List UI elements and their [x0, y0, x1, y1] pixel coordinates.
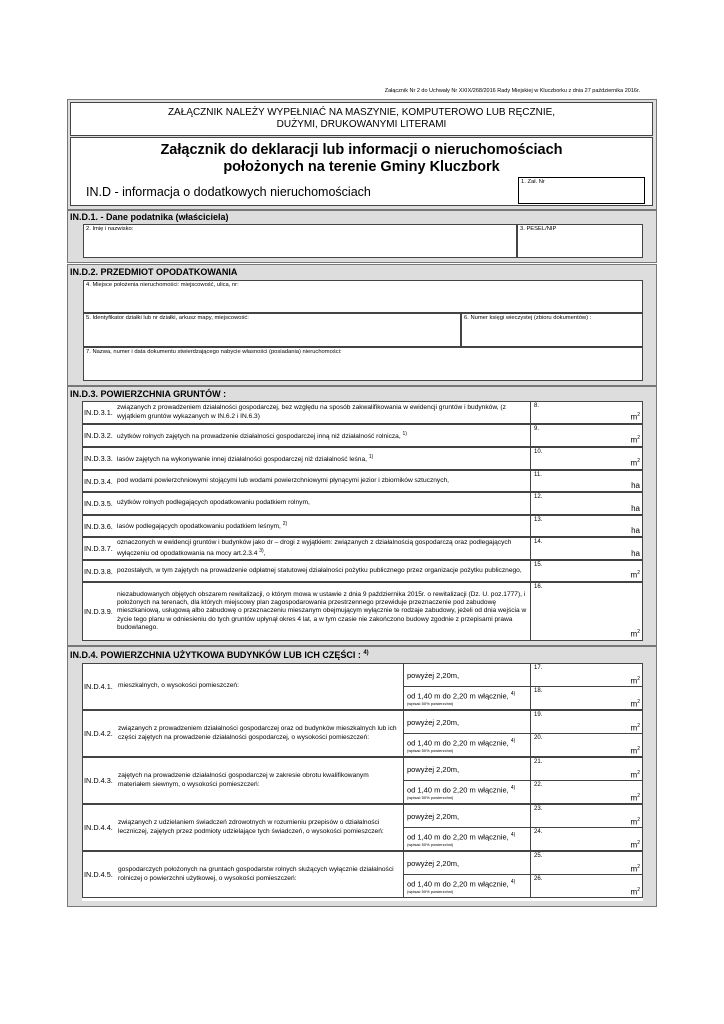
land-row-value-field[interactable] [531, 538, 642, 559]
building-row-code: IN.D.4.2. [84, 729, 113, 738]
form-subtitle: IN.D - informacja o dodatkowych nieruchomościach [86, 185, 371, 199]
building-height-label-cell [404, 687, 531, 709]
land-row [82, 537, 643, 560]
building-area-unit-sup: 2 [637, 793, 640, 800]
land-row-description [117, 402, 529, 423]
land-row-unit [631, 504, 640, 513]
building-height-label-cell [404, 781, 531, 803]
building-row-code: IN.D.4.1. [84, 682, 113, 691]
building-row-description-text: zajętych na prowadzenie działalności gospodarczej w zakresie obrotu kwalifikowanym materiałem siewnym, o wysokości pomieszczeń: [118, 772, 369, 788]
land-row-value-field[interactable] [531, 583, 642, 640]
height-between-note: (wpisać 50% powierzchni) [407, 889, 454, 894]
building-row [82, 804, 643, 851]
land-row-unit [631, 526, 640, 535]
land-row-description-cell [83, 583, 531, 640]
building-row-code: IN.D.4.5. [84, 870, 113, 879]
land-row-description-text: pozostałych, w tym zajętych na prowadzenie odpłatnej statutowej działalności pożytku publicznego przez organizacje pożytku publicznego, [117, 566, 522, 574]
building-row-code: IN.D.4.3. [84, 776, 113, 785]
building-field-number: 19. [534, 712, 543, 718]
land-row-description-cell [83, 471, 531, 491]
plot-label: 5. Identyfikator działki lub nr działki, arkusz mapy, miejscowość: [86, 315, 249, 321]
height-between-footnote: 4) [510, 738, 516, 744]
form-title-line-1: Załącznik do deklaracji lub informacji o nieruchomościach [160, 142, 563, 158]
building-area-field[interactable] [531, 875, 642, 897]
land-row-description-end: , [263, 550, 266, 558]
section-d1-heading: IN.D.1. - Dane podatnika (właściciela) [70, 212, 229, 222]
building-area-unit [631, 746, 640, 756]
building-area-unit-text: m [630, 818, 638, 827]
building-area-field[interactable] [531, 664, 642, 687]
building-area-field[interactable] [531, 758, 642, 781]
building-field-number: 17. [534, 665, 543, 671]
land-row [82, 560, 643, 582]
kw-label: 6. Numer księgi wieczystej (zbioru dokumentów) : [464, 315, 592, 321]
land-row-unit-text: m [630, 630, 638, 639]
land-row-field-number: 15. [534, 562, 543, 568]
land-row-description-cell [83, 516, 531, 536]
building-area-unit-text: m [630, 677, 638, 686]
location-field[interactable] [83, 280, 643, 313]
pesel-label: 3. PESEL/NIP [520, 226, 557, 232]
instruction-line-1: ZAŁĄCZNIK NALEŻY WYPEŁNIAĆ NA MASZYNIE, KOMPUTEROWO LUB RĘCZNIE, [167, 107, 556, 118]
land-row-unit [631, 549, 640, 558]
land-row-code: IN.D.3.7. [84, 544, 113, 553]
building-area-unit-text: m [630, 700, 638, 709]
section-d3-heading: IN.D.3. POWIERZCHNIA GRUNTÓW : [70, 389, 227, 399]
land-row-value-field[interactable] [531, 402, 642, 423]
building-area-unit-sup: 2 [637, 723, 640, 730]
building-area-field[interactable] [531, 687, 642, 709]
land-row-description-text: niezabudowanych objętych obszarem rewitalizacji, o którym mowa w ustawie z dnia 9 października 2015r. o rewitalizacji (Dz. U. poz.1777), i położonych na terenach, dla których miejscowy plan zagospodarowania przestrzennego przewiduje przeznaczenie pod zabudowę mieszkaniową, usługową albo zabudowę o przeznaczeniu mieszanym obejmującym wyłącznie te rodzaje zabudowy, jeżeli od dnia wejścia w życie tego planu w odniesieniu do tych gruntów upłynął okres 4 lat, a w tym czasie nie zakończono budowy zgodnie z przepisami prawa budowlanego. [117, 590, 527, 631]
land-row-unit-sup: 2 [637, 435, 640, 442]
land-row-description-cell [83, 538, 531, 559]
land-row-description-cell [83, 402, 531, 423]
land-row-unit-text: ha [631, 549, 640, 558]
land-row-value-field[interactable] [531, 561, 642, 581]
header-frame [67, 99, 657, 210]
section-d2 [67, 264, 657, 386]
land-row-field-number: 9. [534, 426, 540, 432]
height-between-footnote: 4) [510, 785, 516, 791]
height-between-label [407, 691, 515, 701]
building-height-label-cell [404, 758, 531, 781]
land-row-field-number: 8. [534, 403, 540, 409]
building-row-description [118, 711, 398, 756]
building-field-number: 23. [534, 806, 543, 812]
building-area-unit-text: m [630, 888, 638, 897]
building-area-unit-sup: 2 [637, 746, 640, 753]
building-field-number: 18. [534, 688, 543, 694]
land-row-code: IN.D.3.3. [84, 454, 113, 463]
building-row-description-text: związanych z prowadzeniem działalności gospodarczej oraz od budynków mieszkalnych lub ich części zajętych na prowadzenie działalności gospodarczej, o wysokości pomieszczeń: [118, 725, 397, 741]
section-d4-heading-text: IN.D.4. POWIERZCHNIA UŻYTKOWA BUDYNKÓW LUB ICH CZĘŚCI : [70, 650, 361, 660]
building-height-label-cell [404, 805, 531, 828]
building-row [82, 851, 643, 898]
land-row-description-text: pod wodami powierzchniowymi stojącymi lub wodami powierzchniowymi płynącymi jezior i zbiorników sztucznych, [117, 476, 450, 484]
land-row-unit-sup: 2 [637, 629, 640, 636]
land-row-field-number: 12. [534, 494, 543, 500]
height-between-label [407, 879, 515, 889]
land-row-code: IN.D.3.9. [84, 607, 113, 616]
height-between-footnote: 4) [510, 691, 516, 697]
land-row-description-cell [83, 425, 531, 446]
building-row-description-text: gospodarczych położonych na gruntach gospodarstw rolnych służących wyłącznie działalności rolniczej o powierzchni użytkowej, o wysokości pomieszczeń: [118, 866, 394, 882]
section-d4-footnote: 4) [363, 650, 369, 656]
building-table [82, 663, 643, 901]
section-d2-heading: IN.D.2. PRZEDMIOT OPODATKOWANIA [70, 267, 238, 277]
land-row-footnote: 1) [368, 453, 374, 460]
building-row-description [118, 664, 398, 709]
building-area-unit-sup: 2 [637, 699, 640, 706]
land-row [82, 515, 643, 537]
land-row-field-number: 13. [534, 517, 543, 523]
land-row [82, 424, 643, 447]
land-row-code: IN.D.3.8. [84, 566, 113, 576]
land-row-value-field[interactable] [531, 448, 642, 469]
land-row-unit-sup: 2 [637, 458, 640, 465]
height-above-label: powyżej 2,20m, [407, 718, 460, 727]
land-row-code: IN.D.3.5. [84, 499, 113, 508]
land-row-unit-text: m [630, 436, 638, 445]
building-area-unit-sup: 2 [637, 817, 640, 824]
name-field[interactable] [83, 224, 517, 258]
building-row-code: IN.D.4.4. [84, 823, 113, 832]
building-row [82, 710, 643, 757]
land-row-description-text: użytków rolnych podlegających opodatkowaniu podatkiem rolnym, [117, 499, 310, 507]
location-label: 4. Miejsce położenia nieruchomości: miejscowość, ulica, nr: [86, 282, 239, 288]
land-row-description-text: użytków rolnych zajętych na prowadzenie działalności gospodarczej inną niż działalność rolnicza, [117, 432, 401, 440]
land-row-unit [631, 458, 640, 468]
height-between-footnote: 4) [510, 879, 516, 885]
building-row-description-cell [83, 805, 404, 850]
land-row-unit-text: m [630, 571, 638, 580]
land-row-code: IN.D.3.2. [84, 431, 113, 440]
land-row-description [117, 425, 529, 446]
building-area-unit-sup: 2 [637, 887, 640, 894]
land-row-description-text: lasów podlegających opodatkowaniu podatkiem leśnym, [117, 523, 281, 531]
land-row-value-field[interactable] [531, 471, 642, 491]
land-row-code: IN.D.3.6. [84, 521, 113, 531]
building-area-unit-text: m [630, 724, 638, 733]
height-above-label: powyżej 2,20m, [407, 812, 460, 821]
land-row-description [117, 583, 529, 640]
form-title-line-2: położonych na terenie Gminy Kluczbork [223, 159, 500, 175]
height-between-label [407, 738, 515, 748]
building-area-unit [631, 887, 640, 897]
land-row-description [117, 538, 529, 559]
land-row-value-field[interactable] [531, 516, 642, 536]
land-row-value-field[interactable] [531, 425, 642, 446]
building-field-number: 20. [534, 735, 543, 741]
building-row-description [118, 758, 398, 803]
building-row-description-text: związanych z udzielaniem świadczeń zdrowotnych w rozumieniu przepisów o działalności leczniczej, zajętych przez podmioty udzielające tych świadczeń, o wysokości pomieszczeń: [118, 819, 384, 835]
building-area-field[interactable] [531, 711, 642, 734]
building-area-unit-text: m [630, 747, 638, 756]
land-row-unit-text: ha [631, 481, 640, 490]
land-row-unit [631, 570, 640, 580]
height-between-note: (wpisać 50% powierzchni) [407, 842, 454, 847]
land-row-unit [631, 435, 640, 445]
height-between-note: (wpisać 50% powierzchni) [407, 748, 454, 753]
land-row [82, 582, 643, 641]
document-label: 7. Nazwa, numer i data dokumentu stwierdzającego nabycie własności (posiadania) nieruchomości: [86, 349, 342, 355]
attachment-number-label: 1. Zał. Nr [521, 179, 545, 185]
land-row-code: IN.D.3.4. [84, 476, 113, 486]
land-row-field-number: 16. [534, 584, 543, 590]
building-height-label-cell [404, 734, 531, 756]
land-table [82, 401, 643, 641]
title-box [70, 137, 653, 206]
building-area-field[interactable] [531, 828, 642, 850]
building-field-number: 22. [534, 782, 543, 788]
building-field-number: 26. [534, 876, 543, 882]
building-row-description-cell [83, 852, 404, 897]
name-label: 2. Imię i nazwisko: [86, 226, 134, 232]
building-area-unit [631, 864, 640, 874]
height-between-text: od 1,40 m do 2,20 m włącznie, [407, 879, 509, 889]
height-above-label: powyżej 2,20m, [407, 671, 460, 680]
land-row-field-number: 11. [534, 472, 542, 478]
land-row-description-text: związanych z prowadzeniem działalności gospodarczej, bez względu na sposób zakwalifikowania w ewidencji gruntów i budynków, (z wyjątkiem gruntów wykazanych w IN.6.2 i IN.6.3) [117, 404, 506, 420]
building-area-unit [631, 770, 640, 780]
land-row [82, 492, 643, 515]
building-row [82, 663, 643, 710]
building-height-label-cell [404, 711, 531, 734]
land-row-unit [631, 481, 640, 490]
height-between-text: od 1,40 m do 2,20 m włącznie, [407, 832, 509, 842]
land-row-description [117, 561, 529, 581]
attachment-note: Załącznik Nr 2 do Uchwały Nr XXIX/268/2016 Rady Miejskiej w Kluczborku z dnia 27 października 2016r. [384, 88, 640, 94]
height-between-label [407, 832, 515, 842]
building-area-unit-sup: 2 [637, 840, 640, 847]
building-area-unit-text: m [630, 841, 638, 850]
attachment-number-field[interactable] [518, 177, 645, 204]
building-area-unit-text: m [630, 771, 638, 780]
land-row-description [117, 516, 529, 536]
land-row-unit-text: ha [631, 504, 640, 513]
land-row-description [117, 471, 529, 491]
height-between-note: (wpisać 50% powierzchni) [407, 795, 454, 800]
land-row-description-cell [83, 561, 531, 581]
document-field[interactable] [83, 347, 643, 381]
land-row [82, 401, 643, 424]
height-between-footnote: 4) [510, 832, 516, 838]
land-row-field-number: 10. [534, 449, 543, 455]
pesel-field[interactable] [517, 224, 643, 258]
kw-field[interactable] [461, 313, 643, 347]
land-row-unit-sup: 2 [637, 412, 640, 419]
height-above-label: powyżej 2,20m, [407, 765, 460, 774]
height-between-text: od 1,40 m do 2,20 m włącznie, [407, 691, 509, 701]
land-row-footnote: 1) [402, 430, 407, 437]
height-between-note: (wpisać 50% powierzchni) [407, 701, 454, 706]
building-field-number: 24. [534, 829, 543, 835]
land-row-description [117, 448, 529, 469]
section-d1 [67, 210, 657, 263]
land-row-unit [631, 629, 640, 639]
building-row-description [118, 852, 398, 897]
building-area-unit [631, 817, 640, 827]
height-between-text: od 1,40 m do 2,20 m włącznie, [407, 785, 509, 795]
building-area-field[interactable] [531, 734, 642, 756]
building-area-unit [631, 699, 640, 709]
building-field-number: 21. [534, 759, 543, 765]
land-row-footnote: 2) [282, 521, 288, 528]
building-area-unit-text: m [630, 865, 638, 874]
building-area-unit [631, 840, 640, 850]
land-row-description [117, 493, 529, 514]
land-row-footnote: 3) [259, 547, 264, 554]
section-d3 [67, 386, 657, 646]
building-area-unit [631, 676, 640, 686]
building-height-label-cell [404, 828, 531, 850]
land-row-description-text: lasów zajętych na wykonywanie innej działalności gospodarczej niż działalność leśna, [117, 455, 367, 463]
building-row-description-cell [83, 758, 404, 803]
land-row [82, 447, 643, 470]
land-row-unit-text: m [630, 413, 638, 422]
land-row-description-cell [83, 493, 531, 514]
building-height-label-cell [404, 852, 531, 875]
land-row-value-field[interactable] [531, 493, 642, 514]
land-row-description-text: oznaczonych w ewidencji gruntów i budynków jako dr – drogi z wyjątkiem: związanych z działalnością gospodarczą oraz podlegających wyłączeniu od opodatkowania na mocy art.2.3.4 [117, 538, 512, 558]
land-row-unit-text: m [630, 459, 638, 468]
land-row-unit-sup: 2 [637, 570, 640, 577]
land-row-field-number: 14. [534, 539, 543, 545]
building-area-unit-sup: 2 [637, 676, 640, 683]
section-d4 [67, 646, 657, 907]
building-area-field[interactable] [531, 781, 642, 803]
building-area-field[interactable] [531, 805, 642, 828]
building-height-label-cell [404, 875, 531, 897]
instructions-box [70, 102, 653, 136]
section-d4-heading [70, 650, 369, 660]
building-area-unit [631, 793, 640, 803]
building-row [82, 757, 643, 804]
building-row-description-cell [83, 711, 404, 756]
land-row [82, 470, 643, 492]
building-area-unit-text: m [630, 794, 638, 803]
building-area-unit-sup: 2 [637, 864, 640, 871]
height-between-label [407, 785, 515, 795]
building-field-number: 25. [534, 853, 543, 859]
building-row-description-cell [83, 664, 404, 709]
land-row-unit-text: ha [631, 526, 640, 535]
land-row-unit [631, 412, 640, 422]
instruction-line-2: DUŻYMI, DRUKOWANYMI LITERAMI [276, 119, 447, 130]
land-row-description-cell [83, 448, 531, 469]
plot-field[interactable] [83, 313, 461, 347]
height-between-text: od 1,40 m do 2,20 m włącznie, [407, 738, 509, 748]
building-area-unit-sup: 2 [637, 770, 640, 777]
building-area-unit [631, 723, 640, 733]
land-row-code: IN.D.3.1. [84, 408, 113, 417]
building-area-field[interactable] [531, 852, 642, 875]
height-above-label: powyżej 2,20m, [407, 859, 460, 868]
building-row-description-text: mieszkalnych, o wysokości pomieszczeń: [118, 682, 239, 690]
building-height-label-cell [404, 664, 531, 687]
building-row-description [118, 805, 398, 850]
